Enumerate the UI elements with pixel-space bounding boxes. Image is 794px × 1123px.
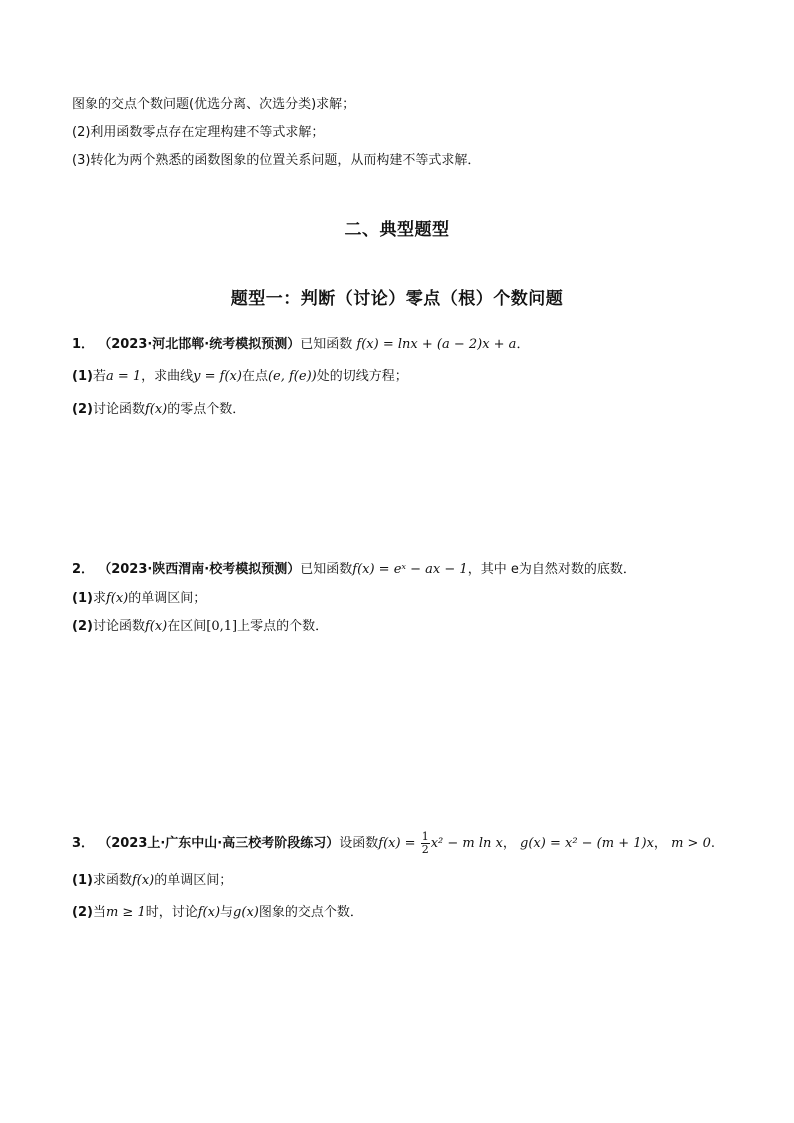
problem-2-stem: 2． （2023·陕西渭南·校考模拟预测）已知函数f(x) = eˣ − ax − 1，其中 e为自然对数的底数． bbox=[72, 562, 636, 577]
fraction-one-half: $\frac{1}{2}$ bbox=[421, 830, 429, 856]
intro-line-1: 图象的交点个数问题(优选分离、次选分类)求解； bbox=[72, 97, 356, 112]
problem-number: 3． bbox=[72, 836, 95, 851]
problem-source: （2023·河北邯郸·统考模拟预测） bbox=[98, 337, 301, 352]
function-formula: f(x) = eˣ − ax − 1 bbox=[352, 562, 468, 577]
problem-1-part-1: (1)若a = 1，求曲线y = f(x)在点(e, f(e))处的切线方程； bbox=[72, 369, 408, 384]
intro-line-2: (2)利用函数零点存在定理构建不等式求解； bbox=[72, 125, 325, 140]
problem-number: 1． bbox=[72, 337, 95, 352]
problem-1-stem: 1． （2023·河北邯郸·统考模拟预测）已知函数 f(x) = lnx + (a − 2)x + a． bbox=[72, 337, 530, 352]
problem-2-part-2: (2)讨论函数f(x)在区间[0,1]上零点的个数． bbox=[72, 619, 329, 634]
subsection-title: 题型一：判断（讨论）零点（根）个数问题 bbox=[230, 289, 564, 309]
problem-3-part-1: (1)求函数f(x)的单调区间； bbox=[72, 873, 233, 888]
problem-1-part-2: (2)讨论函数f(x)的零点个数． bbox=[72, 402, 246, 417]
problem-source: （2023上·广东中山·高三校考阶段练习） bbox=[98, 836, 340, 851]
function-formula: f(x) = lnx + (a − 2)x + a bbox=[356, 337, 517, 352]
problem-3-stem: 3． （2023上·广东中山·高三校考阶段练习）设函数f(x) = $\frac{1}{2}$ x² − m ln x， g(x) = x² − (m + 1)x， m > 0. bbox=[72, 830, 715, 856]
problem-source: （2023·陕西渭南·校考模拟预测） bbox=[98, 562, 301, 577]
section-title: 二、典型题型 bbox=[344, 220, 450, 240]
problem-3-part-2: (2)当m ≥ 1时，讨论f(x)与g(x)图象的交点个数． bbox=[72, 905, 363, 920]
intro-line-3: (3)转化为两个熟悉的函数图象的位置关系问题，从而构建不等式求解． bbox=[72, 153, 481, 168]
problem-2-part-1: (1)求f(x)的单调区间； bbox=[72, 591, 207, 606]
problem-number: 2． bbox=[72, 562, 95, 577]
